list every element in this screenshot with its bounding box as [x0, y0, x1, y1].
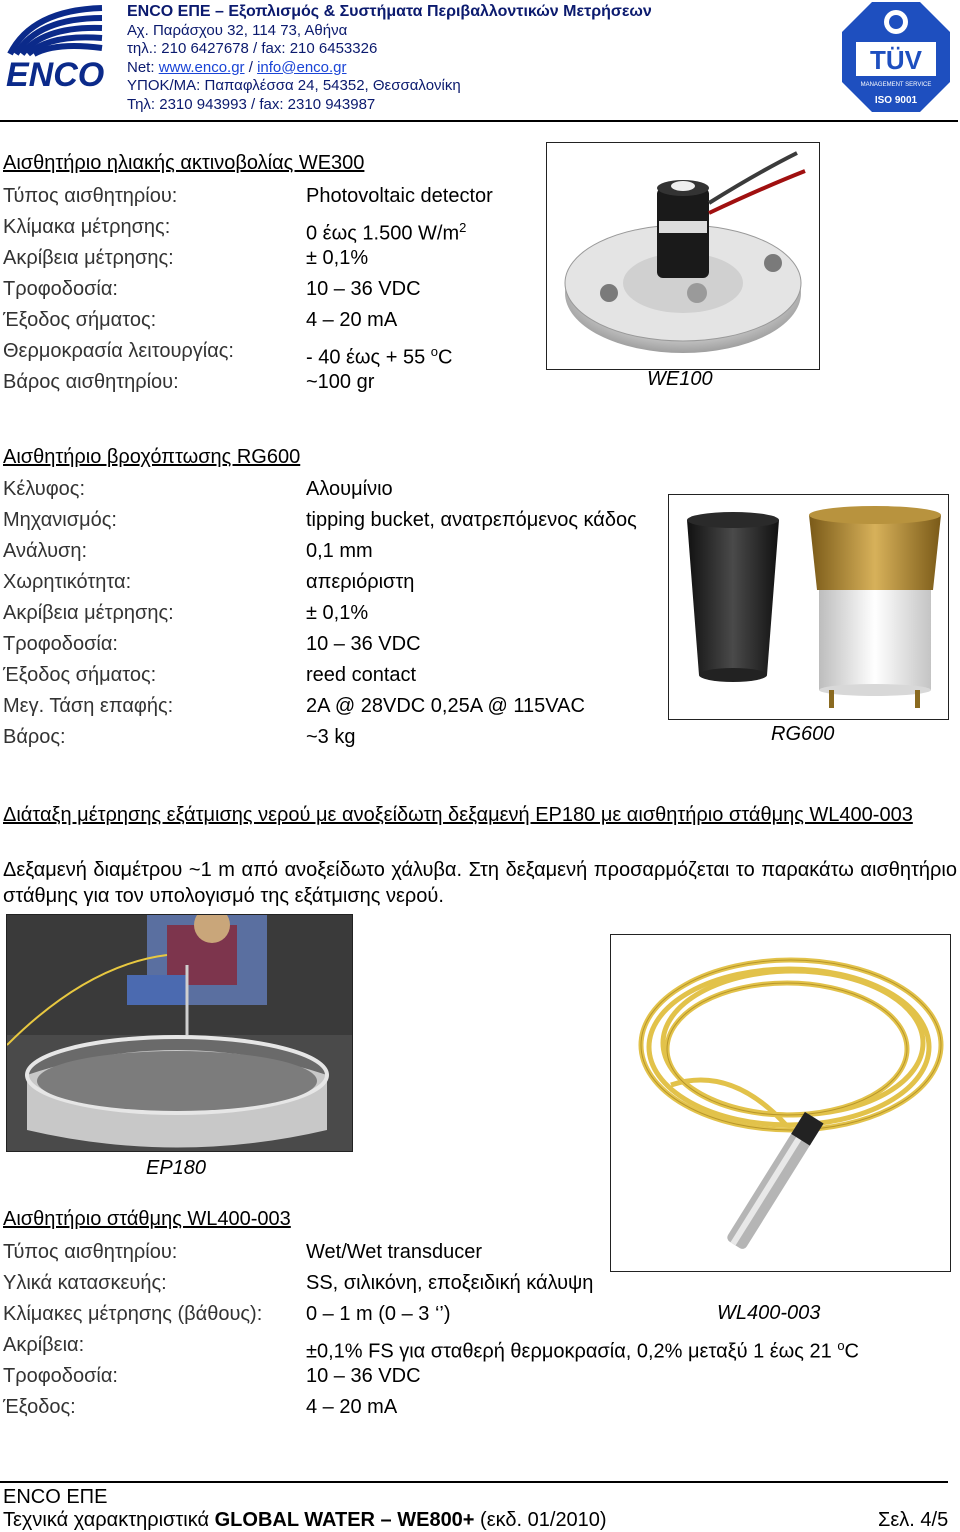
branch-line: ΥΠΟΚ/ΜΑ: Παπαφλέσσα 24, 54352, Θεσσαλονίκη	[127, 77, 461, 94]
rg600-image	[669, 495, 948, 719]
spec-label: Έξοδος σήματος:	[3, 664, 157, 686]
rain-gauge-title: Αισθητήριο βροχόπτωσης RG600	[3, 446, 301, 468]
level-sensor-title: Αισθητήριο στάθμης WL400-003	[3, 1208, 291, 1230]
spec-value: 4 – 20 mA	[306, 309, 398, 331]
spec-value: 0,1 mm	[306, 540, 373, 562]
address-line: Αχ. Παράσχου 32, 114 73, Αθήνα	[127, 21, 348, 39]
tuv-text: TÜV	[870, 45, 922, 75]
spec-value: 0 έως 1.500 W/m	[306, 222, 460, 245]
spec-label: Μεγ. Τάση επαφής:	[3, 695, 174, 717]
spec-label: Τύπος αισθητηρίου:	[3, 1241, 178, 1263]
spec-value: 4 – 20 mA	[306, 1396, 398, 1418]
footer-company: ENCO ΕΠΕ	[3, 1486, 108, 1508]
spec-value: 10 – 36 VDC	[306, 1365, 421, 1387]
spec-label: Τροφοδοσία:	[3, 633, 118, 655]
spec-label: Χωρητικότητα:	[3, 571, 132, 593]
spec-unit: C	[438, 346, 453, 369]
spec-unit: C	[844, 1340, 859, 1363]
spec-label: Βάρος αισθητηρίου:	[3, 371, 179, 393]
footer-document-line	[3, 1509, 607, 1532]
rg600-caption: RG600	[771, 723, 835, 745]
footer-doc-product: GLOBAL WATER – WE800+	[214, 1509, 475, 1531]
spec-label: Ανάλυση:	[3, 540, 88, 562]
header-contact-block	[127, 3, 767, 114]
spec-value: ~100 gr	[306, 371, 375, 393]
tuv-certification-badge	[842, 2, 950, 112]
wl400-caption: WL400-003	[717, 1302, 821, 1324]
spec-value: ± 0,1%	[306, 602, 369, 624]
spec-label: Κέλυφος:	[3, 478, 86, 500]
header-divider	[0, 120, 958, 122]
spec-label: Βάρος:	[3, 726, 66, 748]
wl400-level-sensor-photo	[610, 934, 951, 1272]
logo-text: ENCO	[6, 56, 105, 90]
spec-value: 0 – 1 m (0 – 3 ‘’)	[306, 1303, 451, 1325]
spec-superscript: o	[837, 1338, 845, 1353]
spec-value: απεριόριστη	[306, 571, 415, 593]
net-line	[127, 59, 767, 78]
wl400-image	[611, 935, 950, 1271]
spec-value: 10 – 36 VDC	[306, 278, 421, 300]
spec-value: - 40 έως + 55	[306, 346, 431, 369]
tuv-subtext: MANAGEMENT SERVICE	[860, 82, 932, 88]
spec-value: 2A @ 28VDC 0,25A @ 115VAC	[306, 695, 585, 717]
ep180-tank-photo	[6, 914, 353, 1152]
spec-label: Κλίμακες μέτρησης (βάθους):	[3, 1303, 263, 1325]
spec-superscript: 2	[459, 220, 467, 235]
footer-doc-edition: (εκδ. 01/2010)	[474, 1509, 607, 1531]
spec-label: Ακρίβεια:	[3, 1334, 85, 1356]
spec-label: Τροφοδοσία:	[3, 1365, 118, 1387]
spec-value: Photovoltaic detector	[306, 185, 493, 207]
footer-divider	[0, 1481, 948, 1483]
spec-value: SS, σιλικόνη, εποξειδική κάλυψη	[306, 1272, 594, 1294]
spec-superscript: o	[430, 344, 439, 359]
spec-label: Κλίμακα μέτρησης:	[3, 216, 171, 238]
we100-sensor-image	[547, 143, 819, 369]
rg600-rain-gauge-photo	[668, 494, 949, 720]
branch-phone-line: Τηλ: 2310 943993 / fax: 2310 943987	[127, 95, 376, 113]
spec-value: Αλουμίνιο	[306, 478, 393, 500]
spec-value: ±0,1% FS για σταθερή θερμοκρασία, 0,2% μεταξύ 1 έως 21	[306, 1340, 838, 1363]
iso-text: ISO 9001	[874, 95, 918, 106]
company-line: ENCO ΕΠΕ – Εξοπλισμός & Συστήματα Περιβαλλοντικών Μετρήσεων	[127, 3, 652, 20]
phone-line: τηλ.: 210 6427678 / fax: 210 6453326	[127, 40, 378, 57]
spec-label: Ακρίβεια μέτρησης:	[3, 602, 174, 624]
spec-label: Ακρίβεια μέτρησης:	[3, 247, 174, 269]
ep180-caption: EP180	[146, 1157, 207, 1179]
spec-label: Τροφοδοσία:	[3, 278, 118, 300]
ep180-image	[7, 915, 352, 1151]
spec-value: ± 0,1%	[306, 247, 369, 269]
evaporation-description: Δεξαμενή διαμέτρου ~1 m από ανοξείδωτο χάλυβα. Στη δεξαμενή προσαρμόζεται το παρακάτω αισθητήριο στάθμης για τον υπολογισμό της εξάτμισης νερού.	[3, 859, 957, 907]
enco-logo	[2, 4, 112, 90]
footer-page-number: Σελ. 4/5	[878, 1509, 949, 1531]
spec-value: tipping bucket, ανατρεπόμενος κάδος	[306, 509, 637, 531]
spec-label: Έξοδος σήματος:	[3, 309, 157, 331]
footer-doc-prefix: Τεχνικά χαρακτηριστικά	[3, 1509, 215, 1531]
net-label: Net:	[127, 58, 159, 76]
we100-sensor-photo	[546, 142, 820, 370]
net-separator: /	[244, 58, 258, 76]
email-link[interactable]: info@enco.gr	[257, 58, 347, 76]
website-link[interactable]: www.enco.gr	[158, 58, 245, 76]
spec-value: ~3 kg	[306, 726, 356, 748]
spec-label: Υλικά κατασκευής:	[3, 1272, 167, 1294]
we100-caption: WE100	[647, 368, 713, 390]
spec-label: Έξοδος:	[3, 1396, 76, 1418]
spec-label: Τύπος αισθητηρίου:	[3, 185, 178, 207]
solar-sensor-title: Αισθητήριο ηλιακής ακτινοβολίας WE300	[3, 152, 365, 174]
spec-value: reed contact	[306, 664, 417, 686]
enco-logo-graphic	[2, 4, 112, 90]
evaporation-setup-title: Διάταξη μέτρησης εξάτμισης νερού με ανοξείδωτη δεξαμενή EP180 με αισθητήριο στάθμης WL400-003	[3, 804, 913, 826]
spec-value: 10 – 36 VDC	[306, 633, 421, 655]
spec-label: Θερμοκρασία λειτουργίας:	[3, 340, 234, 362]
tuv-badge-graphic	[842, 2, 950, 112]
spec-value: Wet/Wet transducer	[306, 1241, 482, 1263]
spec-label: Μηχανισμός:	[3, 509, 117, 531]
